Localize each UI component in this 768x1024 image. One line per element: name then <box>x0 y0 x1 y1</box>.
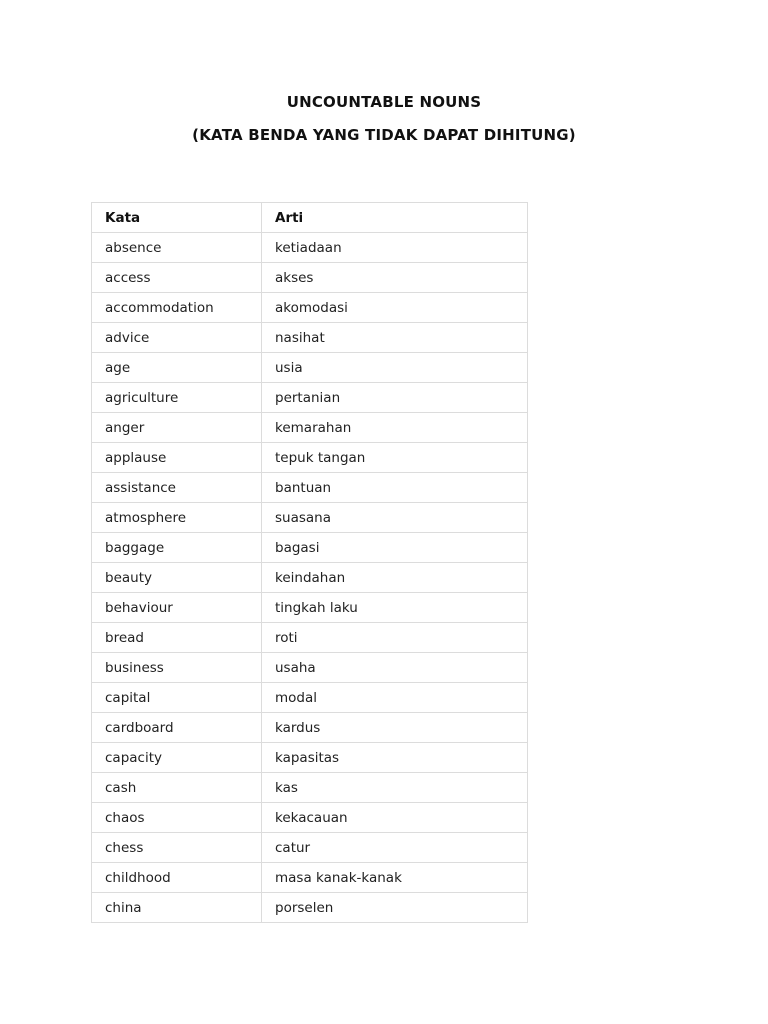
word-cell: advice <box>92 323 262 353</box>
table-row <box>92 503 528 533</box>
meaning-cell: bantuan <box>262 473 528 503</box>
word-cell: accommodation <box>92 293 262 323</box>
word-cell: cash <box>92 773 262 803</box>
word-cell: chess <box>92 833 262 863</box>
word-cell: cardboard <box>92 713 262 743</box>
meaning-cell: usaha <box>262 653 528 683</box>
word-cell: baggage <box>92 533 262 563</box>
meaning-cell: pertanian <box>262 383 528 413</box>
table-row <box>92 683 528 713</box>
table-row <box>92 863 528 893</box>
meaning-cell: kekacauan <box>262 803 528 833</box>
word-cell: absence <box>92 233 262 263</box>
word-cell: beauty <box>92 563 262 593</box>
table-row <box>92 323 528 353</box>
word-cell: chaos <box>92 803 262 833</box>
meaning-cell: keindahan <box>262 563 528 593</box>
meaning-cell: kemarahan <box>262 413 528 443</box>
table-row <box>92 893 528 923</box>
vocabulary-table <box>91 202 528 923</box>
meaning-cell: masa kanak-kanak <box>262 863 528 893</box>
meaning-cell: porselen <box>262 893 528 923</box>
page-subtitle: (KATA BENDA YANG TIDAK DAPAT DIHITUNG) <box>192 126 576 144</box>
meaning-cell: modal <box>262 683 528 713</box>
word-cell: applause <box>92 443 262 473</box>
table-row <box>92 263 528 293</box>
word-cell: anger <box>92 413 262 443</box>
word-cell: capacity <box>92 743 262 773</box>
meaning-cell: catur <box>262 833 528 863</box>
table-header-row <box>92 203 528 233</box>
word-cell: bread <box>92 623 262 653</box>
meaning-cell: akomodasi <box>262 293 528 323</box>
meaning-cell: akses <box>262 263 528 293</box>
word-cell: assistance <box>92 473 262 503</box>
meaning-cell: roti <box>262 623 528 653</box>
column-header-kata: Kata <box>92 203 262 233</box>
word-cell: business <box>92 653 262 683</box>
meaning-cell: usia <box>262 353 528 383</box>
table-row <box>92 563 528 593</box>
table-row <box>92 653 528 683</box>
table-row <box>92 293 528 323</box>
word-cell: childhood <box>92 863 262 893</box>
meaning-cell: suasana <box>262 503 528 533</box>
meaning-cell: ketiadaan <box>262 233 528 263</box>
table-row <box>92 833 528 863</box>
meaning-cell: tepuk tangan <box>262 443 528 473</box>
meaning-cell: kas <box>262 773 528 803</box>
table-row <box>92 443 528 473</box>
word-cell: agriculture <box>92 383 262 413</box>
meaning-cell: kapasitas <box>262 743 528 773</box>
word-cell: china <box>92 893 262 923</box>
table-row <box>92 533 528 563</box>
page-title: UNCOUNTABLE NOUNS <box>286 93 482 111</box>
table-row <box>92 413 528 443</box>
table-row <box>92 233 528 263</box>
table-row <box>92 773 528 803</box>
table-body <box>92 233 528 923</box>
table-row <box>92 743 528 773</box>
table-row <box>92 593 528 623</box>
table-row <box>92 713 528 743</box>
table-row <box>92 383 528 413</box>
meaning-cell: nasihat <box>262 323 528 353</box>
table-row <box>92 623 528 653</box>
word-cell: access <box>92 263 262 293</box>
meaning-cell: bagasi <box>262 533 528 563</box>
table-row <box>92 473 528 503</box>
table-row <box>92 803 528 833</box>
column-header-arti: Arti <box>262 203 528 233</box>
word-cell: atmosphere <box>92 503 262 533</box>
meaning-cell: kardus <box>262 713 528 743</box>
meaning-cell: tingkah laku <box>262 593 528 623</box>
word-cell: age <box>92 353 262 383</box>
table-row <box>92 353 528 383</box>
word-cell: behaviour <box>92 593 262 623</box>
word-cell: capital <box>92 683 262 713</box>
